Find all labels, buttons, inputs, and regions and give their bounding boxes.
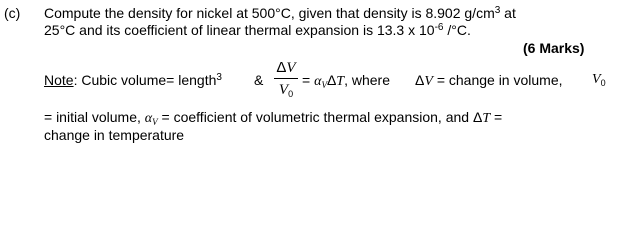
note-line-2: = initial volume, $\alpha_V$ = coefficient of volumetric thermal expansion, and ΔT =: [44, 109, 503, 127]
fraction-bar: [274, 78, 298, 79]
question-line-2: [44, 23, 471, 37]
note-line-3: change in temperature: [44, 127, 185, 143]
ampersand: &: [254, 72, 264, 88]
question-line-1-text: Compute the density for nickel at 500°C, given that density is 8.902 g/cm: [44, 5, 495, 21]
fraction-denominator: $V_0$: [278, 82, 294, 99]
note-equation-rhs: = $\alpha_V\Delta T$, where: [302, 72, 391, 90]
length-superscript: 3: [216, 72, 222, 83]
note-v0: $V_0$: [592, 72, 606, 88]
note-label: Note: [44, 72, 74, 88]
marks-label: (6 Marks): [523, 40, 585, 56]
cubic-superscript: 3: [494, 5, 501, 16]
exponent-superscript: -6: [434, 22, 444, 33]
fraction-numerator: ΔV: [276, 59, 296, 76]
fraction-dv-v0: [271, 57, 301, 103]
question-line-1-end: at: [500, 5, 516, 21]
note-text: : Cubic volume= length: [73, 72, 217, 88]
note-dv-definition: ΔV = change in volume,: [415, 72, 563, 89]
question-label: (c): [4, 5, 21, 21]
question-line-2-text: 25°C and its coefficient of linear thermal expansion is 13.3 x 10: [44, 22, 435, 38]
question-line-1: [44, 6, 516, 20]
note-line-1: [44, 73, 222, 87]
question-line-2-end: /°C.: [443, 22, 471, 38]
